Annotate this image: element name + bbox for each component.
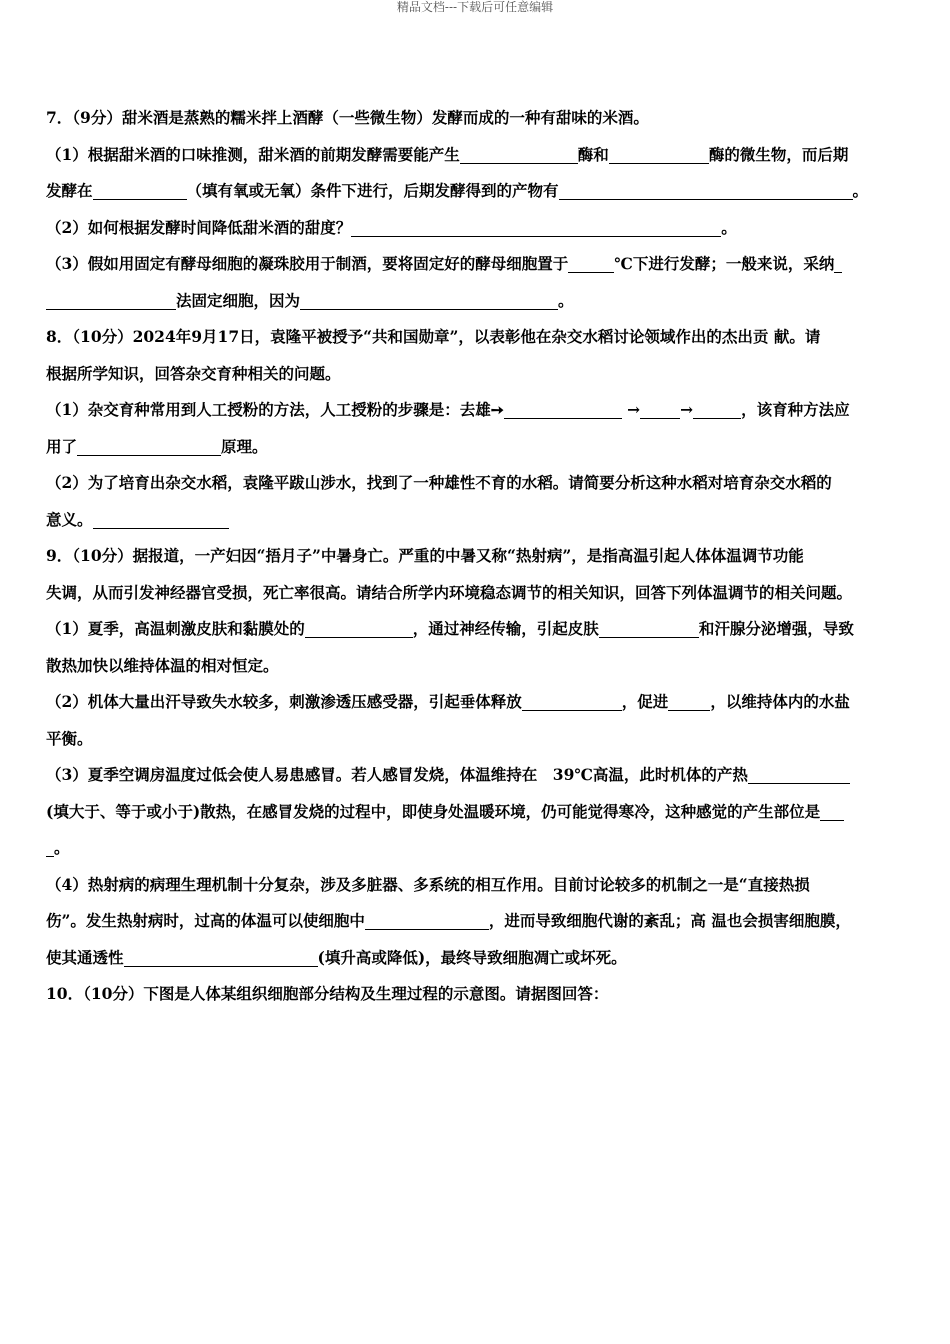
text-segment: ，该育种方法应	[741, 400, 850, 419]
page-header: 精品文档---下载后可任意编辑	[396, 0, 554, 14]
text-line	[46, 867, 908, 904]
text-segment: （2）如何根据发酵时间降低甜米酒的甜度？	[46, 217, 352, 237]
answer-blank[interactable]	[522, 690, 622, 711]
answer-blank[interactable]	[46, 289, 176, 310]
text-segment: 散热加快以维持体温的相对恒定。	[46, 655, 279, 675]
text-segment: （3）假如用固定有酵母细胞的凝珠胶用于制酒，要将固定好的酵母细胞置于	[46, 254, 569, 273]
answer-blank[interactable]	[93, 179, 187, 200]
text-segment: 酶的微生物，而后期	[708, 144, 849, 164]
text-line	[46, 429, 908, 466]
answer-blank[interactable]	[365, 909, 489, 930]
answer-blank[interactable]	[124, 946, 318, 967]
text-line	[46, 538, 908, 575]
text-line	[46, 684, 908, 721]
text-segment: 。	[54, 838, 70, 857]
text-segment: 。	[852, 181, 869, 200]
text-segment: 。	[558, 290, 574, 310]
text-line	[46, 794, 908, 831]
text-segment: (填升高或降低)，最终导致细胞凋亡或坏死。	[317, 947, 627, 967]
text-segment: 9．（10分）据报道，一产妇因“捂月子”中暑身亡。严重的中暑又称“热射病”，是指高温引起人体体温调节功能	[46, 546, 804, 565]
text-line	[46, 283, 908, 320]
answer-blank[interactable]	[504, 398, 622, 419]
text-segment: （1）夏季，高温刺激皮肤和黏膜处的	[46, 619, 305, 638]
text-segment: 7．（9分）甜米酒是蒸熟的糯米拌上酒酵（一些微生物）发酵而成的一种有甜味的米酒。	[46, 108, 649, 127]
text-line	[46, 392, 908, 429]
text-line	[46, 830, 908, 867]
text-segment: 根据所学知识，回答杂交育种相关的问题。	[46, 363, 341, 383]
text-segment: （4）热射病的病理生理机制十分复杂，涉及多脏器、多系统的相互作用。目前讨论较多的机制之一是“直接热损	[46, 874, 810, 894]
document-body	[46, 100, 908, 1013]
text-segment: 。	[721, 217, 737, 237]
text-line	[46, 575, 908, 612]
answer-blank[interactable]	[568, 252, 614, 273]
text-segment: 伤”。发生热射病时，过高的体温可以使细胞中	[46, 911, 365, 930]
text-line	[46, 721, 908, 758]
text-segment: （1）杂交育种常用到人工授粉的方法，人工授粉的步骤是：去雄➙	[46, 400, 504, 419]
text-segment: （3）夏季空调房温度过低会使人易患感冒。若人感冒发烧，体温维持在 39℃高温，此时机体的产热	[46, 765, 748, 784]
text-segment: 法固定细胞，因为	[176, 290, 301, 310]
text-line	[46, 173, 908, 210]
answer-blank[interactable]	[640, 398, 680, 419]
text-segment: ℃下进行发酵；一般来说，采纳	[614, 254, 835, 273]
text-line	[46, 648, 908, 685]
answer-blank[interactable]	[305, 617, 413, 638]
answer-blank[interactable]	[93, 508, 229, 529]
answer-blank[interactable]	[748, 763, 850, 784]
answer-blank[interactable]	[300, 289, 558, 310]
answer-blank[interactable]	[46, 836, 54, 857]
answer-blank[interactable]	[693, 398, 741, 419]
answer-blank[interactable]	[834, 252, 842, 273]
text-line	[46, 903, 908, 940]
text-segment: 10．（10分）下图是人体某组织细胞部分结构及生理过程的示意图。请据图回答：	[46, 984, 609, 1003]
text-segment: (填大于、等于或小于)散热，在感冒发烧的过程中，即使身处温暖环境，仍可能觉得寒冷，这种感觉的产生部位是	[46, 801, 821, 821]
text-segment: 酶和	[577, 144, 609, 164]
text-line	[46, 356, 908, 393]
text-segment: 意义。	[46, 509, 93, 529]
text-line	[46, 100, 908, 137]
answer-blank[interactable]	[460, 143, 578, 164]
text-segment: 平衡。	[46, 728, 93, 748]
text-segment: 8．（10分）2024年9月17日，袁隆平被授予“共和国勋章”，以表彰他在杂交水稻讨论领域作出的杰出贡 献。请	[46, 327, 821, 346]
answer-blank[interactable]	[351, 216, 721, 237]
text-segment: 用了	[46, 436, 78, 456]
text-segment: ，促进	[621, 692, 669, 711]
text-segment: （填有氧或无氧）条件下进行，后期发酵得到的产物有	[186, 181, 559, 200]
text-line	[46, 940, 908, 977]
answer-blank[interactable]	[599, 617, 699, 638]
text-segment: 发酵在	[46, 181, 93, 200]
text-segment: →	[621, 400, 641, 419]
text-segment: ，进而导致细胞代谢的紊乱；高 温也会损害细胞膜，	[488, 911, 851, 930]
text-line	[46, 976, 908, 1013]
text-line	[46, 319, 908, 356]
answer-blank[interactable]	[559, 179, 853, 200]
answer-blank[interactable]	[77, 435, 221, 456]
text-segment: （2）机体大量出汗导致失水较多，刺激渗透压感受器，引起垂体释放	[46, 692, 522, 711]
text-segment: （1）根据甜米酒的口味推测，甜米酒的前期发酵需要能产生	[46, 144, 460, 164]
text-segment: 使其通透性	[46, 947, 124, 967]
text-line	[46, 137, 908, 174]
text-segment: 和汗腺分泌增强，导致	[698, 619, 854, 638]
text-line	[46, 757, 908, 794]
text-line	[46, 465, 908, 502]
answer-blank[interactable]	[820, 800, 844, 821]
text-segment: →	[680, 400, 694, 419]
text-segment: 失调，从而引发神经器官受损，死亡率很高。请结合所学内环境稳态调节的相关知识，回答下列体温调节的相关问题。	[46, 582, 853, 602]
text-line	[46, 246, 908, 283]
text-line	[46, 210, 908, 247]
text-segment: ，以维持体内的水盐	[710, 692, 850, 711]
text-line	[46, 502, 908, 539]
text-segment: ，通过神经传输，引起皮肤	[412, 619, 599, 638]
text-segment: 原理。	[221, 436, 268, 456]
answer-blank[interactable]	[668, 690, 710, 711]
answer-blank[interactable]	[609, 143, 709, 164]
text-segment: （2）为了培育出杂交水稻，袁隆平跋山涉水，找到了一种雄性不育的水稻。请简要分析这种水稻对培育杂交水稻的	[46, 473, 832, 492]
text-line	[46, 611, 908, 648]
